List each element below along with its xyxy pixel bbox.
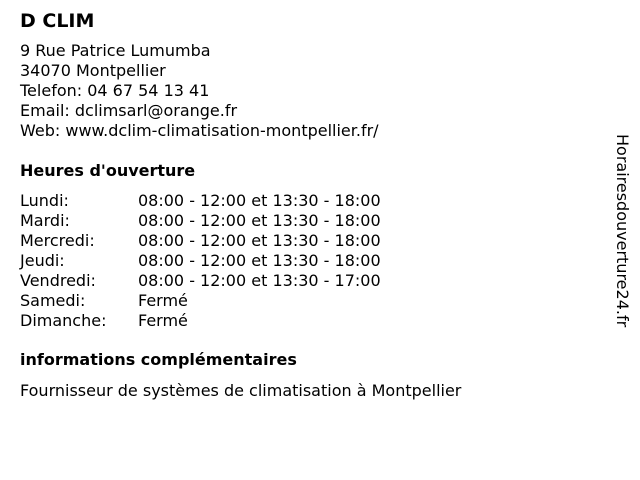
hours-day: Samedi: (20, 291, 86, 310)
hours-time: Fermé (138, 291, 188, 310)
hours-heading: Heures d'ouverture (20, 161, 196, 180)
hours-day: Mercredi: (20, 231, 95, 250)
address-city: 34070 Montpellier (20, 61, 166, 80)
hours-day: Vendredi: (20, 271, 96, 290)
business-card (20, 9, 600, 401)
hours-time: 08:00 - 12:00 et 13:30 - 18:00 (138, 191, 381, 210)
hours-day: Lundi: (20, 191, 69, 210)
web-line: Web: www.dclim-climatisation-montpellier.fr/ (20, 121, 379, 140)
business-name: D CLIM (20, 10, 95, 32)
hours-time: 08:00 - 12:00 et 13:30 - 18:00 (138, 231, 381, 250)
hours-time: 08:00 - 12:00 et 13:30 - 18:00 (138, 251, 381, 270)
address-street: 9 Rue Patrice Lumumba (20, 41, 211, 60)
hours-row-saturday (20, 291, 600, 311)
hours-time: 08:00 - 12:00 et 13:30 - 18:00 (138, 211, 381, 230)
phone-line: Telefon: 04 67 54 13 41 (20, 81, 210, 100)
info-heading: informations complémentaires (20, 350, 297, 369)
hours-table (20, 191, 600, 331)
hours-row-friday (20, 271, 600, 291)
email-line: Email: dclimsarl@orange.fr (20, 101, 238, 120)
info-text: Fournisseur de systèmes de climatisation à Montpellier (20, 381, 462, 400)
hours-day: Mardi: (20, 211, 70, 230)
hours-row-sunday (20, 311, 600, 331)
hours-day: Jeudi: (20, 251, 65, 270)
hours-row-thursday (20, 251, 600, 271)
hours-row-tuesday (20, 211, 600, 231)
address-block (20, 41, 600, 141)
hours-day: Dimanche: (20, 311, 107, 330)
hours-time: 08:00 - 12:00 et 13:30 - 17:00 (138, 271, 381, 290)
hours-row-wednesday (20, 231, 600, 251)
hours-row-monday (20, 191, 600, 211)
watermark-text: Horairesdouverture24.fr (613, 134, 632, 328)
watermark (611, 134, 633, 344)
hours-time: Fermé (138, 311, 188, 330)
